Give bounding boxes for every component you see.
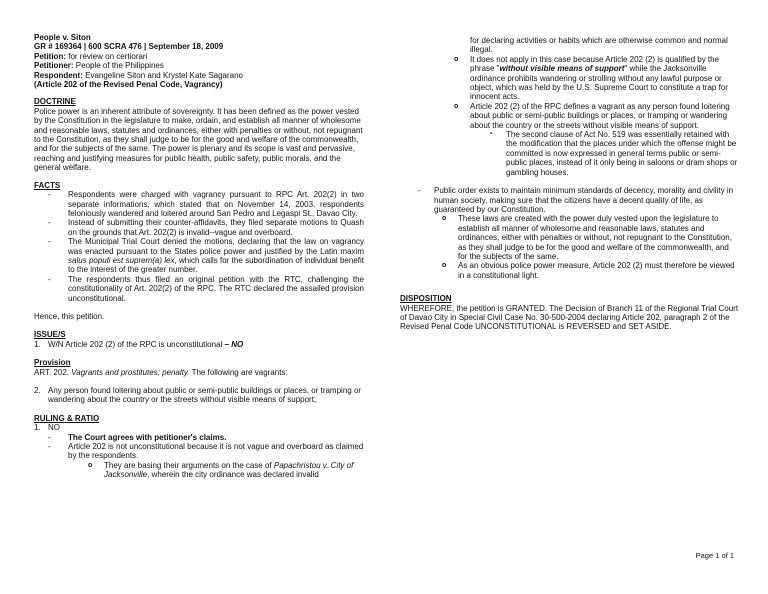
dash-marker: - <box>418 186 421 196</box>
right-column <box>400 36 740 332</box>
circle-marker: o <box>454 102 459 110</box>
petition-label: Petition: <box>34 51 66 61</box>
article-label: ART. 202. <box>34 367 72 377</box>
case-citation: GR # 169364 | 600 SCRA 476 | September 18, 2009 <box>34 42 224 52</box>
square-bullet-text: The second clause of Act No. 519 was essentially retained with the modification that the places under which the offense might be committed is now expressed in general terms public or semi-public places, instead of it only being in saloons or dram shops or gambling houses. <box>506 130 738 177</box>
ruling-answer: NO <box>48 423 60 433</box>
ruling-point-text: Article 202 is not unconstitutional because it is not vague and overboard as claimed by the respondents. <box>68 442 364 461</box>
doctrine-heading: DOCTRINE <box>34 97 76 107</box>
circle-marker: o <box>442 262 447 270</box>
subpoint-before: They are basing their arguments on the case of <box>104 460 274 470</box>
dash-marker: - <box>48 442 51 452</box>
subpoint-text: As an obvious police power measure, Article 202 (2) must therefore be viewed in a constitutional light. <box>458 261 735 280</box>
case-subject: (Article 202 of the Revised Penal Code, Vagrancy) <box>34 80 223 90</box>
public-order-text: Public order exists to maintain minimum standards of decency, morality and civility in human society, making sure that the citizens have a decent quality of life, as guaranteed by our Constitution. <box>434 186 734 214</box>
facts-item <box>34 190 364 218</box>
latin-maxim: salus populi est suprem(a) lex <box>68 255 175 265</box>
facts-closing: Hence, this petition. <box>34 311 105 321</box>
issue-item <box>34 340 364 349</box>
statute-phrase: without visible means of support <box>499 64 625 74</box>
respondent-label: Respondent: <box>34 70 83 80</box>
facts-item <box>34 275 364 303</box>
continuation-text: for declaring activities or habits which are otherwise common and normal illegal. <box>470 36 728 55</box>
facts-heading: FACTS <box>34 180 61 190</box>
public-order-point <box>400 186 740 214</box>
subpoint-after: " while the Jacksonville ordinance prohibits wandering or strolling without any lawful purpose or object, which was held by the U.S. Supreme Court to constitute a trap for innocent acts. <box>470 64 728 102</box>
subpoint-before: It does not apply in this case because Article 202 (2) is qualified by the phrase " <box>470 54 720 74</box>
dash-marker: - <box>48 190 51 200</box>
ruling-heading: RULING & RATIO <box>34 413 100 423</box>
facts-item <box>34 237 364 275</box>
issues-heading: ISSUE/S <box>34 330 66 340</box>
facts-item-text: The respondents thus filed an original petition with the RTC, challenging the constitutionality of Art. 202(2) of the RPC. The RTC declared the assailed provision unconstitutional. <box>68 274 364 303</box>
square-bullet-item <box>400 130 740 177</box>
facts-mtc-before: The Municipal Trial Court denied the motions, declaring that the law on vagrancy was enacted pursuant to the States police power and justified by the Latin maxim <box>68 237 364 256</box>
ruling-point <box>34 433 364 442</box>
case-reference: Papachristou v. City of Jacksonville <box>104 460 354 480</box>
provision-item <box>34 386 364 405</box>
public-order-subpoint <box>400 214 740 261</box>
ruling-subpoint <box>400 102 740 130</box>
circle-marker: o <box>454 55 459 63</box>
case-title: People v. Siton <box>34 33 91 42</box>
issue-answer: – NO <box>224 339 244 349</box>
disposition-text: WHEREFORE, the petition is GRANTED. The Decision of Branch 11 of the Regional Trial Court of Davao City in Special Civil Case No. 30-500-2004 declaring Article 202, paragraph 2 of the Revised Penal Code UNCONSTITUTIONAL is REVERSED and SET ASIDE. <box>400 303 739 332</box>
facts-mtc-after: , which calls for the subordination of individual benefit to the interest of the greater number. <box>68 255 364 275</box>
petitioner-value: People of the Philippines <box>75 61 164 71</box>
petitioner-label: Petitioner: <box>34 61 74 71</box>
respondent-value: Evangeline Siton and Krystel Kate Sagarano <box>85 70 244 80</box>
subpoint-after: , wherein the city ordinance was declared invalid <box>147 470 319 480</box>
public-order-subpoint <box>400 261 740 280</box>
facts-item <box>34 218 364 237</box>
circle-marker: o <box>88 461 93 469</box>
provision-item-text: Any person found loitering about public or semi-public buildings or places, or tramping or wandering about the country or the streets without visible means of support; <box>48 386 362 405</box>
disposition-heading: DISPOSITION <box>400 294 452 304</box>
ruling-item <box>34 423 364 432</box>
square-marker: ▪ <box>490 131 493 138</box>
circle-marker: o <box>442 215 447 223</box>
page-number: Page 1 of 1 <box>695 551 734 560</box>
petition-value: for review on certiorari <box>68 51 148 61</box>
doctrine-text: Police power is an inherent attribute of sovereignty. It has been defined as the power vested by the Constitution in the legislature to make, ordain, and establish all manner of wholesome and reasonable laws, statutes and ordinances, either with penalties or without, not repugnant to the Constitution, as they shall judge to be for the good and welfare of the commonwealth, and for the subjects of the same. The power is plenary and its scope is vast and pervasive, reaching and justifying measures for public health, public safety, public morals, and the general welfare. <box>34 106 363 173</box>
petitioner-line <box>34 61 364 70</box>
dash-marker: - <box>48 274 51 284</box>
dash-marker: - <box>48 432 51 442</box>
dash-marker: - <box>48 218 51 228</box>
provision-heading: Provision <box>34 358 71 368</box>
left-column <box>34 33 364 480</box>
subpoint-text: Article 202 (2) of the RPC defines a vagrant as any person found loitering about public or semi-public buildings or places, or tramping or wandering about the country or the streets without visible means of support. <box>470 101 730 130</box>
provision-article <box>34 368 364 377</box>
facts-item-text: Respondents were charged with vagrancy pursuant to RPC Art. 202(2) in two separate informations, which stated that on November 14, 2003, respondents feloniously wandered and loitered around San Pedro and Legaspi St., Davao City. <box>68 190 364 218</box>
subpoint-text: These laws are created with the power duly vested upon the legislature to establish all manner of wholesome and reasonable laws, statutes and ordinances, either with penalties or without, not repugnant to the Constitution, as they shall judge to be for the good and welfare of the commonwealth, and for the subjects of the same. <box>458 214 732 261</box>
article-title: Vagrants and prostitutes; penalty. <box>71 367 190 377</box>
ruling-point-text: The Court agrees with petitioner's claims. <box>68 432 227 442</box>
petition-line <box>34 52 364 61</box>
issue-text: W/N Article 202 (2) of the RPC is unconstitutional <box>48 339 225 349</box>
ruling-subpoint <box>34 461 364 480</box>
article-text: The following are vagrants: <box>189 367 288 377</box>
provision-item-number: 2. <box>34 386 41 395</box>
ruling-subpoint <box>400 55 740 102</box>
ruling-number: 1. <box>34 423 41 433</box>
respondent-line <box>34 71 364 80</box>
dash-marker: - <box>48 237 51 247</box>
issue-number: 1. <box>34 339 41 349</box>
ruling-point <box>34 442 364 461</box>
facts-item-text: Instead of submitting their counter-affidavits, they filed separate motions to Quash on the grounds that Art. 202(2) is invalid--vague and overboard. <box>68 218 364 237</box>
